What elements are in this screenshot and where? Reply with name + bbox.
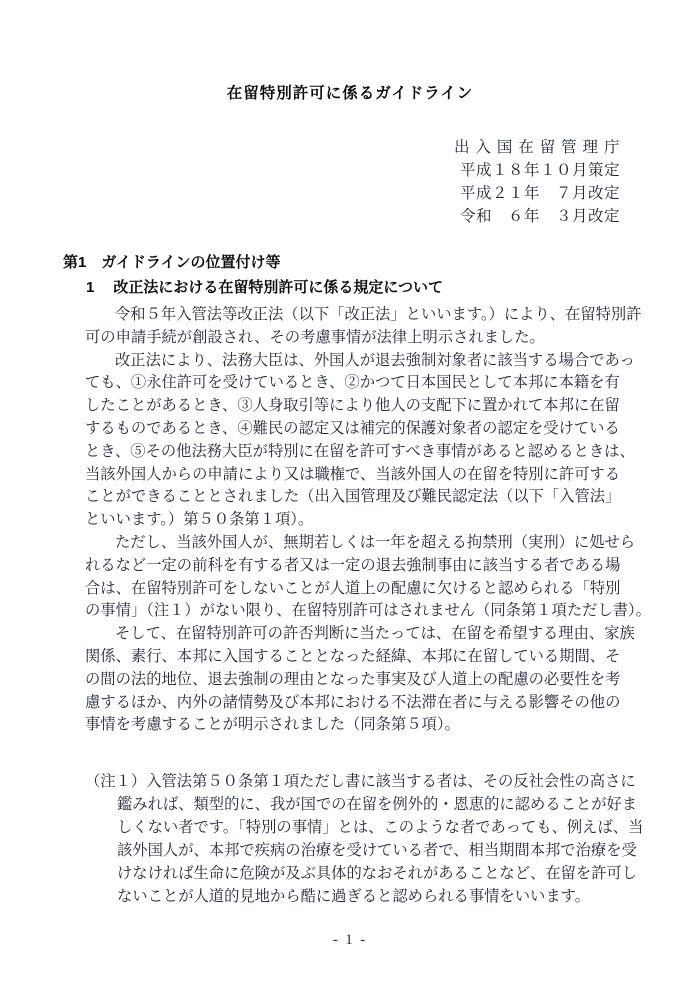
text-line: 平成１８年１０月策定 [459,162,620,179]
text-line: 事情を考慮することが明示されました（同条第５項）。 [85,716,460,734]
text-line: 令和５年入管法等改正法（以下「改正法」といいます。）により、在留特別許 [115,306,642,323]
text-line: ことができることとされました（出入国管理及び難民認定法（以下「入管法」 [85,488,621,506]
text-line: （注１）入管法第５０条第１項ただし書に該当する者は、その反社会性の高さに [85,773,636,791]
text-line: 鑑みれば、類型的に、我が国での在留を例外的・恩恵的に認めることが好ま [117,796,638,814]
body-paragraphs [85,304,700,737]
text-line: といいます。）第５０条第１項）。 [85,511,314,529]
text-line: ただし、当該外国人が、無期若しくは一年を超える拘禁刑（実刑）に処せら [115,533,636,551]
text-line: したことがあるとき、③人身取引等により他人の支配下に置かれて本邦に在留 [85,397,620,415]
text-line: けなければ生命に危険が及ぶ具体的なおそれがあることなど、在留を許可し [117,865,638,883]
text-line: 慮するほか、内外の諸情勢及び本邦における不法滞在者に与える影響その他の [85,693,621,711]
text-line: 可の申請手続が創設され、その考慮事情が法律上明示されました。 [85,328,545,346]
subsection-heading [86,278,700,298]
document-title: 在留特別許可に係るガイドライン [226,85,474,102]
section-heading [63,253,700,273]
text-line: の事情」（注１）がない限り、在留特別許可はされません（同条第１項ただし書）。 [85,602,651,620]
text-line: れるなど一定の前科を有する者又は一定の退去強制事由に該当する者である場 [85,556,621,574]
text-line: 当該外国人からの申請により又は職権で、当該外国人の在留を特別に許可する [85,465,621,483]
text-line: ても、①永住許可を受けているとき、②かつて日本国民として本邦に本籍を有 [85,374,620,392]
agency-name: 出入国在留管理庁 [454,139,620,156]
text-line: ないことが人道的見地から酷に過ぎると認められる事情をいいます。 [117,888,590,906]
text-line: とき、⑤その他法務大臣が特別に在留を許可すべき事情があると認めるときは、 [85,442,635,460]
text-line: 令和 ６年 ３月改定 [459,208,620,225]
paragraph [85,532,700,623]
revision-block [454,136,620,228]
paragraph [85,350,700,532]
paragraph [85,304,700,350]
subsection-title: 改正法における在留特別許可に係る規定について [113,279,444,296]
text-line: の間の法的地位、退去強制の理由となった事実及び人道上の配慮の必要性を考 [85,670,621,688]
paragraph [85,623,700,737]
text-line: 平成２１年 ７月改定 [459,185,620,202]
subsection-number: 1 [86,279,95,296]
section-number: 第1 [63,254,87,271]
text-line: 改正法により、法務大臣は、外国人が退去強制対象者に該当する場合であっ [115,351,635,369]
text-line: そして、在留特別許可の許否判断に当たっては、在留を希望する理由、家族 [115,625,635,643]
text-line: 関係、素行、本邦に入国することとなった経緯、本邦に在留している期間、そ [85,647,621,665]
footnote-block [85,770,700,908]
revision-dates [454,159,620,228]
text-line: 合は、在留特別許可をしないことが人道上の配慮に欠けると認められる「特別 [85,579,621,597]
page-number: - 1 - [332,932,368,948]
text-line: 該外国人が、本邦で疾病の治療を受けている者で、相当期間本邦で治療を受 [117,842,637,860]
text-line: しくない者です。「特別の事情」とは、このような者であっても、例えば、当 [117,819,644,837]
section-title: ガイドラインの位置付け等 [101,254,281,271]
text-line: するものであるとき、④難民の認定又は補完的保護対象者の認定を受けている [85,419,620,437]
